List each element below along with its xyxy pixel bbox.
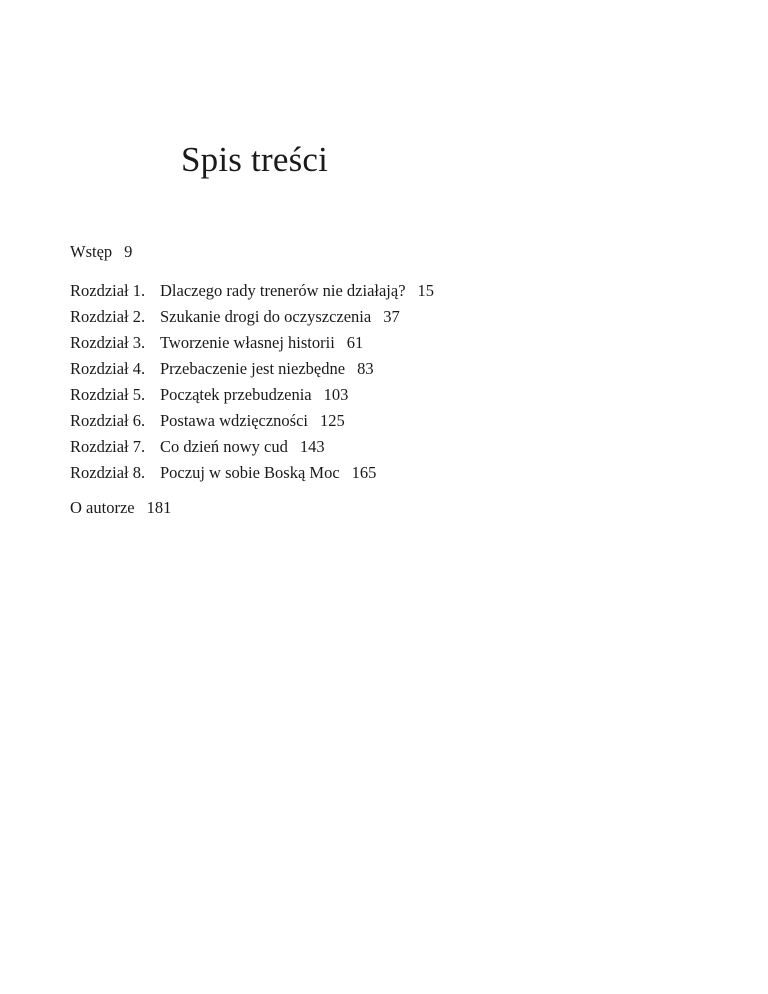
toc-entry-about — [70, 498, 171, 518]
toc-entry-page: 181 — [146, 498, 172, 517]
toc-entry-chapter-7 — [70, 437, 325, 457]
toc-chapter-title: Tworzenie własnej historii — [160, 333, 335, 352]
toc-entry-label: O autorze — [70, 498, 135, 517]
toc-chapter-page: 125 — [320, 411, 345, 430]
toc-entry-chapter-1 — [70, 281, 434, 301]
toc-chapter-label: Rozdział 5. — [70, 385, 146, 404]
toc-chapter-page: 61 — [346, 333, 364, 352]
toc-chapter-label: Rozdział 7. — [70, 437, 146, 456]
toc-entry-chapter-3 — [70, 333, 363, 353]
toc-chapter-page: 103 — [323, 385, 349, 404]
toc-chapter-label: Rozdział 3. — [70, 333, 146, 352]
toc-chapter-label: Rozdział 4. — [70, 359, 146, 378]
toc-chapter-label: Rozdział 1. — [70, 281, 146, 300]
toc-chapter-title: Postawa wdzięczności — [160, 411, 308, 430]
toc-entry-label: Wstęp — [70, 242, 113, 261]
toc-entry-page: 9 — [124, 242, 133, 261]
toc-chapter-page: 83 — [357, 359, 374, 378]
toc-chapter-label: Rozdział 2. — [70, 307, 146, 326]
toc-chapter-page: 165 — [351, 463, 377, 482]
toc-chapter-title: Co dzień nowy cud — [160, 437, 288, 456]
toc-chapter-title: Dlaczego rady trenerów nie działają? — [160, 281, 406, 300]
page-title: Spis treści — [181, 140, 329, 179]
toc-chapter-title: Szukanie drogi do oczyszczenia — [160, 307, 372, 326]
toc-chapter-title: Początek przebudzenia — [160, 385, 312, 404]
toc-chapter-page: 15 — [417, 281, 435, 300]
table-of-contents — [70, 0, 730, 994]
toc-chapter-page: 143 — [299, 437, 325, 456]
toc-entry-intro — [70, 242, 132, 262]
toc-chapter-page: 37 — [383, 307, 400, 326]
toc-entry-chapter-4 — [70, 359, 374, 379]
toc-entry-chapter-5 — [70, 385, 348, 405]
toc-chapter-title: Poczuj w sobie Boską Moc — [160, 463, 340, 482]
toc-chapter-label: Rozdział 8. — [70, 463, 146, 482]
toc-entry-chapter-6 — [70, 411, 345, 431]
toc-entry-chapter-8 — [70, 463, 376, 483]
toc-chapter-label: Rozdział 6. — [70, 411, 146, 430]
toc-entry-chapter-2 — [70, 307, 400, 327]
toc-chapter-title: Przebaczenie jest niezbędne — [160, 359, 346, 378]
